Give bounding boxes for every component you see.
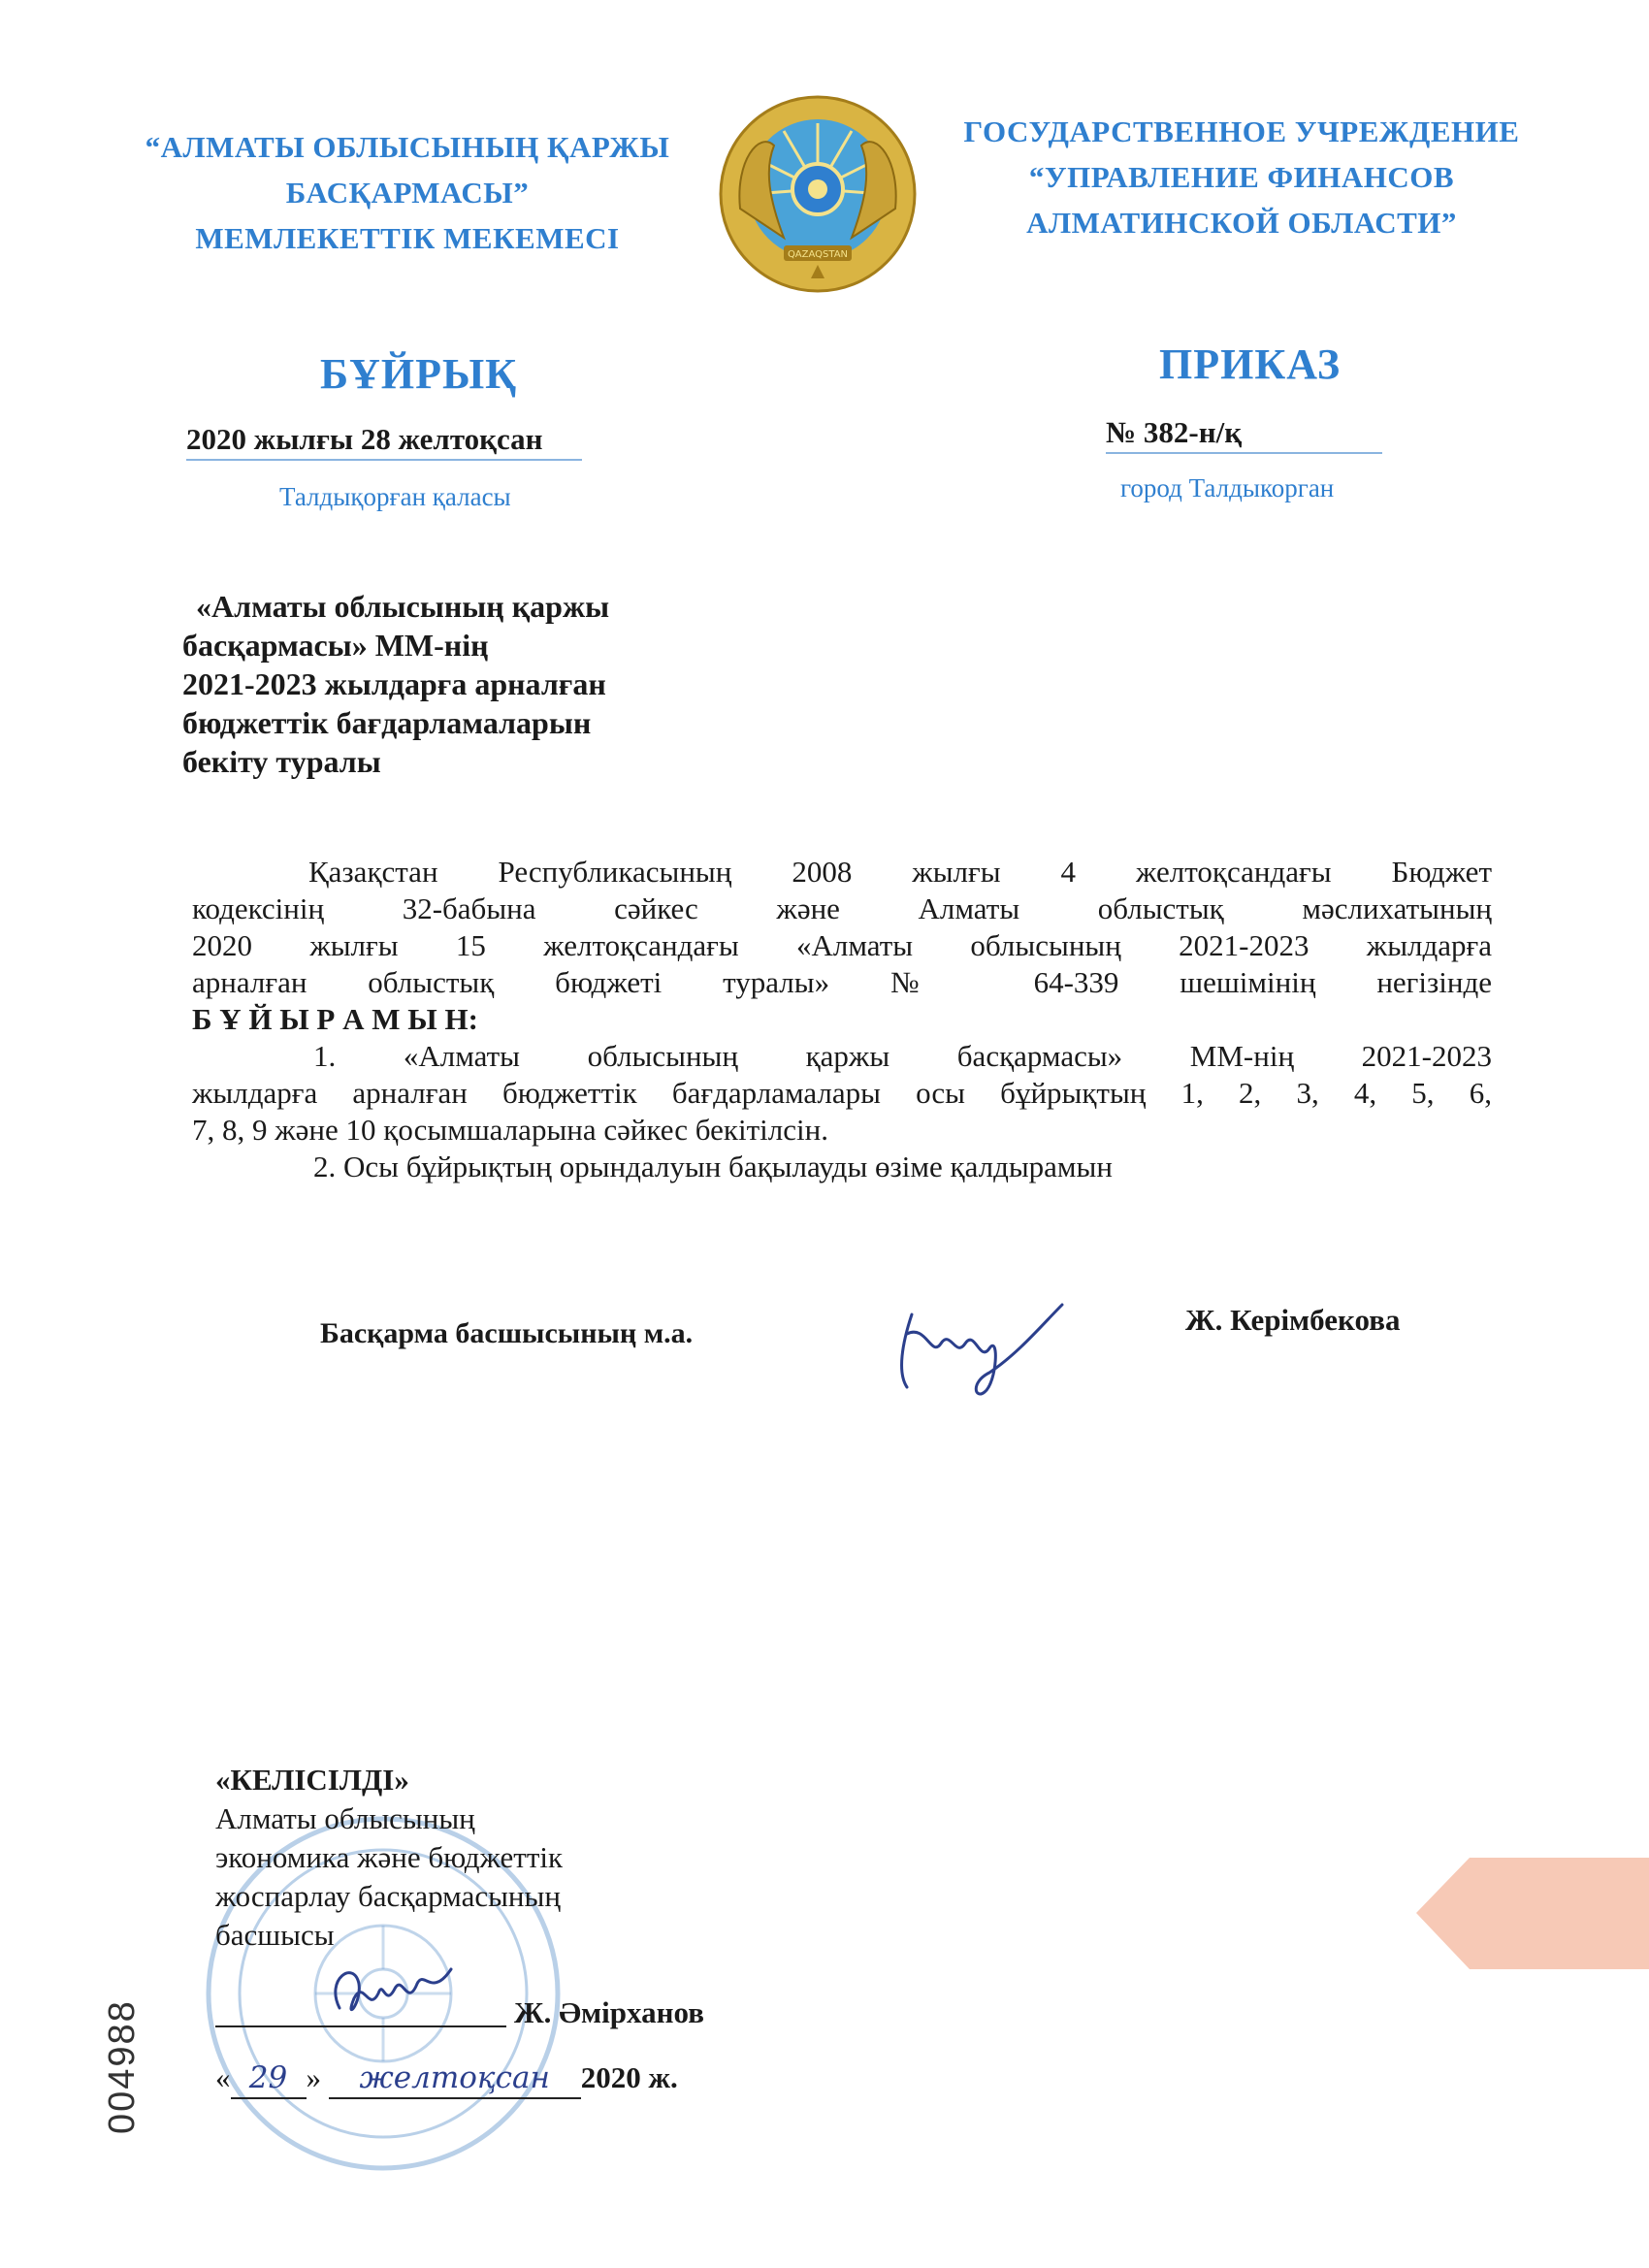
header-right-line-3: АЛМАТИНСКОЙ ОБЛАСТИ” <box>1026 206 1457 240</box>
header-left <box>116 124 698 261</box>
date-month: желтоқсан <box>329 2058 581 2099</box>
agreed-date <box>215 2058 678 2099</box>
item1-line-1: 1. «Алматы облысының қаржы басқармасы» ММ-нің 2021-2023 <box>313 1039 1492 1073</box>
agreed-line-1: Алматы облысының <box>215 1801 475 1835</box>
order-date: 2020 жылғы 28 желтоқсан <box>186 420 582 461</box>
state-emblem <box>716 92 920 296</box>
agreed-line-2: экономика және бюджеттік <box>215 1840 564 1874</box>
subject-line-4: бюджеттік бағдарламаларын <box>182 705 592 740</box>
agreed-signature <box>315 1940 480 2037</box>
document-serial: 004988 <box>102 1999 143 2134</box>
order-word: Б Ұ Й Ы Р А М Ы Н: <box>192 1002 478 1036</box>
agreed-line-3: жоспарлау басқармасының <box>215 1879 561 1913</box>
order-title-kz: БҰЙРЫҚ <box>320 350 518 398</box>
date-open-quote: « <box>215 2060 231 2094</box>
page-tab <box>1416 1858 1649 1969</box>
order-title-ru: ПРИКАЗ <box>1159 340 1342 388</box>
preamble-line-3: 2020 жылғы 15 желтоқсандағы «Алматы облысының 2021-2023 жылдарға <box>192 928 1492 962</box>
date-close-quote: » <box>306 2060 321 2094</box>
date-day: 29 <box>231 2058 307 2099</box>
subject-line-3: 2021-2023 жылдарға арналған <box>182 666 606 701</box>
subject-line-2: басқармасы» ММ-нің <box>182 628 489 663</box>
order-body <box>192 854 1492 1185</box>
header-left-line-1: “АЛМАТЫ ОБЛЫСЫНЫҢ ҚАРЖЫ <box>145 130 670 164</box>
city-ru: город Талдыкорган <box>1120 473 1335 502</box>
header-left-line-2: БАСҚАРМАСЫ” <box>285 176 530 210</box>
item1-line-2: жылдарға арналған бюджеттік бағдарламалары осы бұйрықтың 1, 2, 3, 4, 5, 6, <box>192 1076 1492 1110</box>
emblem-text: QAZAQSTAN <box>787 249 849 260</box>
order-subject <box>182 587 609 781</box>
agreed-line-4: басшысы <box>215 1918 335 1952</box>
agreed-title: «КЕЛІСІЛДІ» <box>215 1763 409 1797</box>
agreed-name: Ж. Әмірханов <box>514 1995 704 2029</box>
header-left-line-3: МЕМЛЕКЕТТІК МЕКЕМЕСІ <box>195 221 620 255</box>
signature-scribble <box>873 1285 1067 1402</box>
agreed-block <box>215 1761 563 1955</box>
order-number: № 382-н/қ <box>1106 413 1382 454</box>
header-right-line-2: “УПРАВЛЕНИЕ ФИНАНСОВ <box>1028 160 1455 194</box>
preamble-line-2: кодексінің 32-бабына сәйкес және Алматы облыстық мәслихатының <box>192 891 1492 925</box>
header-right-line-1: ГОСУДАРСТВЕННОЕ УЧРЕЖДЕНИЕ <box>963 114 1520 148</box>
signatory-position: Басқарма басшысының м.а. <box>320 1317 694 1349</box>
signatory-name: Ж. Керімбекова <box>1185 1303 1401 1337</box>
preamble-line-1: Қазақстан Республикасының 2008 жылғы 4 желтоқсандағы Бюджет <box>308 855 1492 889</box>
item1-line-3: 7, 8, 9 және 10 қосымшаларына сәйкес бекітілсін. <box>192 1113 828 1147</box>
date-year: 2020 ж. <box>580 2060 678 2094</box>
item2: 2. Осы бұйрықтың орындалуын бақылауды өзіме қалдырамын <box>313 1150 1113 1183</box>
preamble-line-4: арналған облыстық бюджеті туралы» № 64-339 шешімінің негізінде <box>192 965 1492 999</box>
city-kz: Талдықорған қаласы <box>279 482 511 511</box>
subject-line-1: «Алматы облысының қаржы <box>196 589 610 624</box>
header-right <box>941 109 1542 245</box>
subject-line-5: бекіту туралы <box>182 744 381 779</box>
